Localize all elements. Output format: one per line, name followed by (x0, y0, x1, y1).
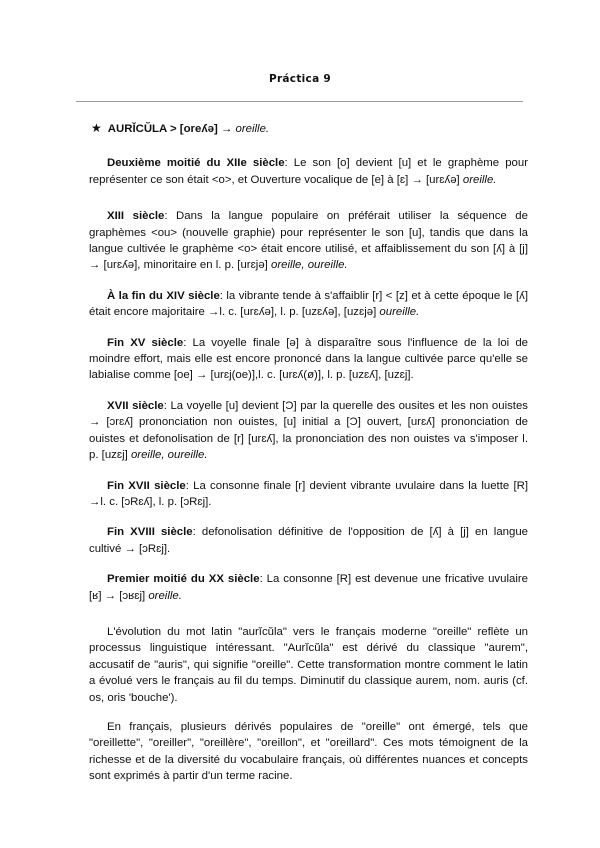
etymon-label: AURĬCŬLA > [oreʎə] (107, 123, 218, 135)
section-heading: XVII siècle (107, 399, 164, 412)
document-body (89, 116, 528, 785)
section-fin-xviii (89, 524, 528, 557)
section-xx (89, 571, 528, 604)
section-heading: Premier moitié du XX siècle (107, 573, 260, 586)
section-body: : La consonne [R] est devenue une fricative uvulaire [ʁ] → [ɔʁɛj] (89, 573, 528, 602)
section-body: : defonolisation définitive de l'opposition de [ʎ] à [j] en langue cultivé → [ɔRɛj]. (89, 526, 528, 555)
section-body: : Dans la langue populaire on préférait utiliser la séquence de graphèmes <ou> (nouvelle graphie) pour représenter le son [u], tandis que dans la langue cultivée le graphème <o> était encore utilisé, et affaiblissement du son [ʎ] à [j] → [urɛʎə], minoritaire en l. p. [urɛjə] (89, 210, 528, 272)
section-heading: À la fin du XIV siècle (107, 289, 220, 302)
section-italic: oreille, oureille. (271, 259, 348, 272)
section-body: : La voyelle finale [ə] à disparaître sous l'influence de la loi de moindre effort, mais elle est encore prononcé dans la langue cultivée parce qu'elle se labialise comme [oe] → [urɛj(oe)],l. c. [urɛʎ(ø)], l. p. [uzɛʎ], [uzɛj]. (89, 336, 528, 382)
section-fin-xvii (89, 478, 528, 511)
derivatives-paragraph: En français, plusieurs dérivés populaires de "oreille" ont émergé, tels que "oreillette", "oreiller", "oreillère", "oreillon", et "oreillard". Ces mots témoignent de la richesse et de la diversité du vocabulaire français, où différentes nuances et concepts sont exprimés à partir d'un terme racine. (89, 720, 528, 783)
section-italic: oreille. (462, 173, 497, 186)
section-xv (89, 335, 528, 384)
section-heading: Fin XV siècle (107, 336, 184, 349)
section-body: : la vibrante tende à s'affaiblir [r] < [z] et à cette époque le [ʎ] était encore majoritaire →l. c. [urɛʎə], l. p. [uzɛʎə], [uzɛjə] (89, 289, 528, 319)
page-title: Práctica 9 (268, 73, 332, 85)
header-divider (76, 101, 523, 102)
section-italic: oreille. (148, 589, 182, 602)
section-body: : Le son [o] devient [u] et le graphème pour représenter ce son était <o>, et Ouverture vocalique de [e] à [ɛ] → [urɛʎə] (89, 157, 528, 186)
etymon-headline (89, 120, 528, 137)
evolution-paragraph: L'évolution du mot latin "aurĭcŭla" vers le français moderne "oreille" reflète un processus linguistique intéressant. "Aurĭcŭla" est dérivé du classique "aurem", accusatif de "auris", qui signifie "oreille". Cette transformation montre comment le latin a évolué vers le français au fil du temps. Diminutif du classique aurem, nom. auris (cf. os, oris 'bouche'). (89, 625, 528, 704)
section-heading: XIII siècle (107, 210, 165, 223)
section-body: : La consonne finale [r] devient vibrante uvulaire dans la luette [R] →l. c. [ɔRɛʎ], l. p. [ɔRɛj]. (89, 479, 529, 508)
section-italic: oureille. (379, 306, 420, 319)
section-heading: Fin XVIII siècle (107, 526, 193, 539)
section-heading: Fin XVII siècle (107, 479, 186, 492)
section-xiii (89, 208, 528, 274)
section-xvii (89, 398, 528, 464)
section-body: : La voyelle [u] devient [Ɔ] par la querelle des ousites et les non ouistes → [ɔrɛʎ] prononciation non ouistes, [u] initial a [Ɔ] ouvert, [urɛʎ] prononciation de ouistes et defonolisation de [r] [urɛʎ], la prononciation des non ouistes va s'imposer l. p. [uzɛj] (89, 399, 528, 462)
section-heading: Deuxième moitié du XIIe siècle (107, 157, 285, 170)
section-italic: oreille, oureille. (130, 449, 208, 462)
etymon-result: oreille. (235, 123, 270, 135)
section-xii (89, 155, 528, 188)
star-icon: ★ (91, 121, 102, 135)
arrow-glyph: → (217, 123, 236, 135)
section-xiv (89, 288, 528, 321)
